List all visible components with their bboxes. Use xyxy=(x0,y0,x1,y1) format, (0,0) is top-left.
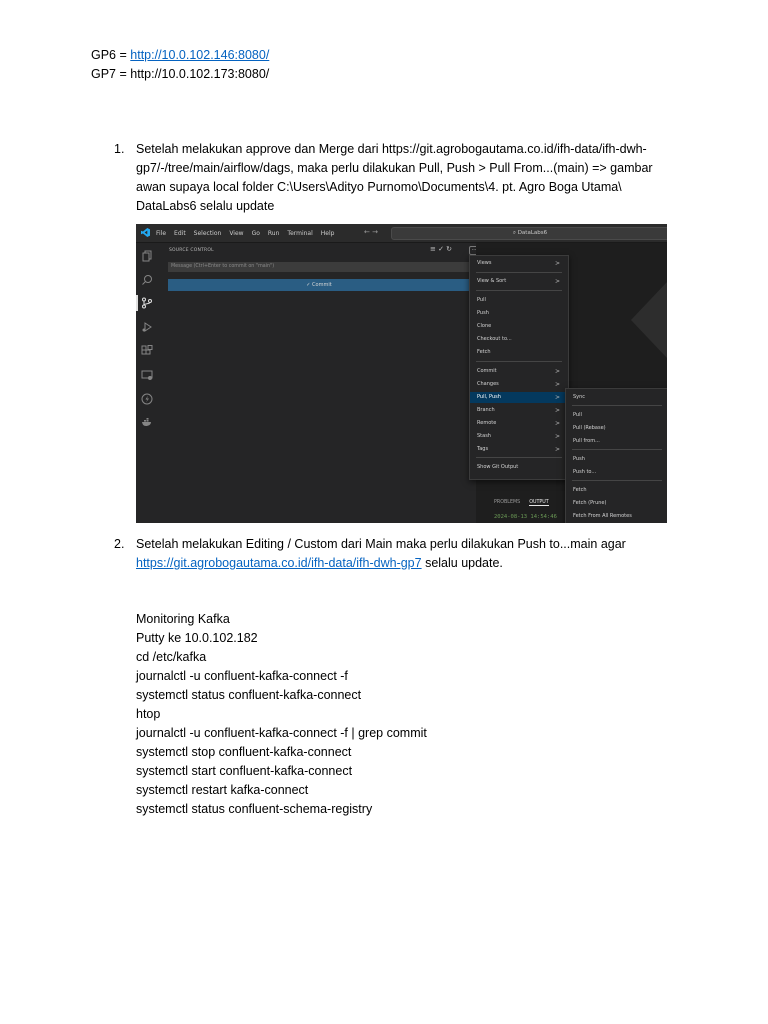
kafka-command: systemctl start confluent-kafka-connect xyxy=(136,764,353,778)
vscode-screenshot xyxy=(136,224,667,523)
menu-separator xyxy=(476,361,562,362)
lightning-icon[interactable] xyxy=(141,393,153,405)
kafka-command: systemctl status confluent-schema-registry xyxy=(136,802,373,816)
activity-bar xyxy=(136,243,158,523)
menu-bar xyxy=(156,224,334,242)
menu-separator xyxy=(572,480,662,481)
chevron-right-icon: > xyxy=(554,394,560,401)
menu-item-label: Changes xyxy=(477,381,499,387)
output-log-line: 2024-08-13 14:54:46 xyxy=(494,514,557,520)
step2-line2 xyxy=(136,554,626,573)
tab-problems[interactable]: PROBLEMS xyxy=(494,500,521,505)
kafka-command: systemctl status confluent-kafka-connect xyxy=(136,688,362,702)
kafka-section xyxy=(136,610,427,819)
search-icon[interactable] xyxy=(141,274,153,286)
menu-separator xyxy=(572,405,662,406)
source-control-title: SOURCE CONTROL xyxy=(169,248,214,253)
step1-line: Setelah melakukan approve dan Merge dari https://git.agrobogautama.co.id/ifh-data/ifh-dwh- xyxy=(136,142,647,156)
menu-item-label: View & Sort xyxy=(477,278,507,284)
menu-item-pull-push[interactable] xyxy=(470,392,568,403)
menu-item-view-sort[interactable] xyxy=(470,276,568,287)
chevron-right-icon: > xyxy=(554,446,560,453)
menu-item-branch[interactable] xyxy=(470,405,568,416)
command-center-search[interactable]: ⌕ DataLabs6 xyxy=(391,227,667,240)
menu-separator xyxy=(572,449,662,450)
chevron-right-icon: > xyxy=(554,433,560,440)
vscode-logo-icon xyxy=(141,228,150,237)
remote-explorer-icon[interactable] xyxy=(141,369,153,381)
git-more-actions-menu xyxy=(469,255,569,480)
pull-push-submenu xyxy=(565,388,667,523)
more-actions-button[interactable]: ··· xyxy=(469,246,479,255)
kafka-title: Monitoring Kafka xyxy=(136,612,230,626)
extensions-icon[interactable] xyxy=(141,345,153,357)
menu-separator xyxy=(476,457,562,458)
menu-item-label: Views xyxy=(477,260,492,266)
menu-item-changes[interactable] xyxy=(470,379,568,390)
menu-run[interactable]: Run xyxy=(267,229,280,237)
menu-item-fetch[interactable] xyxy=(470,347,568,358)
nav-arrows[interactable]: ← → xyxy=(364,228,378,236)
menu-item-label: Pull xyxy=(477,297,486,303)
gitlab-repo-link[interactable]: https://git.agrobogautama.co.id/ifh-data/ifh-dwh-gp7 xyxy=(136,556,422,570)
chevron-right-icon: > xyxy=(554,420,560,427)
menu-separator xyxy=(476,272,562,273)
menu-selection[interactable]: Selection xyxy=(193,229,222,237)
source-control-panel xyxy=(158,243,476,523)
menu-item-label: Pull, Push xyxy=(477,394,501,400)
gp6-label: GP6 = xyxy=(91,48,127,62)
menu-item-push[interactable] xyxy=(470,308,568,319)
menu-terminal[interactable]: Terminal xyxy=(287,229,313,237)
menu-help[interactable]: Help xyxy=(320,229,335,237)
menu-edit[interactable]: Edit xyxy=(174,229,186,237)
chevron-right-icon: > xyxy=(554,368,560,375)
step2-line: Setelah melakukan Editing / Custom dari Main maka perlu dilakukan Push to...main agar xyxy=(136,537,626,551)
step1-line: DataLabs6 selalu update xyxy=(136,199,275,213)
menu-item-label: Checkout to... xyxy=(477,336,512,342)
source-control-icon[interactable] xyxy=(141,297,153,309)
kafka-command: journalctl -u confluent-kafka-connect -f xyxy=(136,669,348,683)
menu-go[interactable]: Go xyxy=(251,229,260,237)
menu-item-label: Fetch xyxy=(477,349,491,355)
step2-number: 2. xyxy=(114,537,125,551)
menu-separator xyxy=(476,290,562,291)
chevron-right-icon: > xyxy=(554,381,560,388)
vscode-titlebar xyxy=(136,224,667,243)
run-debug-icon[interactable] xyxy=(141,321,153,333)
step1-line: gp7/-/tree/main/airflow/dags, maka perlu dilakukan Pull, Push > Pull From...(main) => gambar xyxy=(136,161,653,175)
menu-item-label: Show Git Output xyxy=(477,464,519,470)
chevron-right-icon: > xyxy=(554,260,560,267)
menu-item-checkout-to[interactable] xyxy=(470,334,568,345)
menu-item-label: Remote xyxy=(477,420,497,426)
menu-item-clone[interactable] xyxy=(470,321,568,332)
kafka-command: htop xyxy=(136,707,161,721)
menu-item-show-git-output[interactable] xyxy=(470,462,568,473)
menu-item-tags[interactable] xyxy=(470,444,568,455)
step1-number: 1. xyxy=(114,142,125,156)
submenu-item-fetch-from-all-remotes[interactable]: Fetch From All Remotes xyxy=(573,513,632,519)
chevron-right-icon: > xyxy=(554,407,560,414)
commit-button[interactable]: ✓ Commit xyxy=(168,279,470,291)
menu-item-label: Stash xyxy=(477,433,491,439)
kafka-command: systemctl stop confluent-kafka-connect xyxy=(136,745,352,759)
menu-view[interactable]: View xyxy=(229,229,244,237)
chevron-right-icon: > xyxy=(554,278,560,285)
step1-paragraph xyxy=(136,140,653,216)
menu-item-label: Commit xyxy=(477,368,497,374)
docker-icon[interactable] xyxy=(141,416,153,428)
tab-output[interactable]: OUTPUT xyxy=(529,500,549,505)
chevron-watermark-icon xyxy=(631,282,667,358)
submenu-item-pull-rebase[interactable]: Pull (Rebase) xyxy=(573,425,606,431)
menu-item-label: Tags xyxy=(477,446,489,452)
source-control-toolbar[interactable]: ≡ ✓ ↻ xyxy=(430,245,453,253)
panel-tabs xyxy=(494,500,549,506)
step2-suffix: selalu update. xyxy=(421,556,503,570)
menu-item-commit[interactable] xyxy=(470,366,568,377)
active-indicator xyxy=(136,295,138,311)
submenu-item-fetch-prune[interactable]: Fetch (Prune) xyxy=(573,500,607,506)
menu-file[interactable]: File xyxy=(156,229,167,237)
step1-line: awan supaya local folder C:\Users\Adityo Purnomo\Documents\4. pt. Agro Boga Utama\ xyxy=(136,180,622,194)
kafka-command: cd /etc/kafka xyxy=(136,650,207,664)
submenu-item-sync[interactable]: Sync xyxy=(573,394,586,400)
submenu-item-push[interactable]: Push xyxy=(573,456,585,462)
menu-item-stash[interactable] xyxy=(470,431,568,442)
submenu-item-fetch[interactable]: Fetch xyxy=(573,487,587,493)
gp6-line xyxy=(91,46,269,65)
commit-message-input[interactable]: Message (Ctrl+Enter to commit on "main") xyxy=(168,262,470,272)
gp7-line: GP7 = http://10.0.102.173:8080/ xyxy=(91,67,270,81)
submenu-item-push-to[interactable]: Push to... xyxy=(573,469,597,475)
kafka-command: Putty ke 10.0.102.182 xyxy=(136,631,258,645)
submenu-item-pull-from[interactable]: Pull from... xyxy=(573,438,600,444)
gp6-url-link[interactable]: http://10.0.102.146:8080/ xyxy=(130,48,270,62)
menu-item-label: Clone xyxy=(477,323,492,329)
menu-item-remote[interactable] xyxy=(470,418,568,429)
menu-item-pull[interactable] xyxy=(470,295,568,306)
menu-item-label: Push xyxy=(477,310,489,316)
menu-item-label: Branch xyxy=(477,407,495,413)
menu-item-views[interactable] xyxy=(470,258,568,269)
explorer-icon[interactable] xyxy=(141,250,153,262)
kafka-command: journalctl -u confluent-kafka-connect -f | grep commit xyxy=(136,726,427,740)
step2-paragraph xyxy=(136,535,626,573)
submenu-item-pull[interactable]: Pull xyxy=(573,412,582,418)
kafka-command: systemctl restart kafka-connect xyxy=(136,783,309,797)
